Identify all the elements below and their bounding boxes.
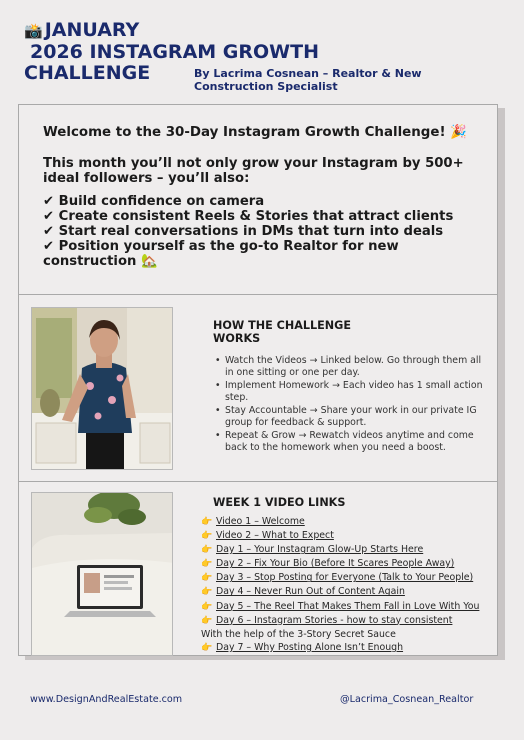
camera-icon: 📸 — [24, 22, 43, 40]
welcome-title: Welcome to the 30-Day Instagram Growth Challenge! 🎉 — [43, 125, 467, 140]
week1-title: WEEK 1 VIDEO LINKS — [213, 496, 346, 509]
link-row — [201, 614, 491, 628]
how-item: • Stay Accountable → Share your work in our private IG group for feedback & support. — [213, 405, 485, 429]
link-row — [201, 543, 491, 557]
laptop-photo-image — [32, 493, 173, 656]
benefit-item: ✔ Position yourself as the go-to Realtor for new construction 🏡 — [43, 239, 399, 269]
video-link[interactable]: Video 1 – Welcome — [216, 516, 305, 527]
pointing-hand-icon: 👉 — [201, 559, 213, 570]
link-row — [201, 641, 491, 655]
content-card — [18, 104, 498, 656]
video-link[interactable]: Day 6 – Instagram Stories - how to stay consistent — [216, 614, 453, 626]
divider — [19, 481, 497, 482]
pointing-hand-icon: 👉 — [201, 517, 213, 527]
pointing-hand-icon: 👉 — [201, 531, 213, 542]
how-item: • Implement Homework → Each video has 1 small action step. — [213, 380, 485, 404]
realtor-photo-image — [32, 308, 173, 470]
link-row — [201, 571, 491, 585]
benefit-item: ✔ Create consistent Reels & Stories that attract clients — [43, 209, 454, 224]
how-it-works-list — [213, 355, 485, 455]
link-continuation: With the help of the 3-Story Secret Sauce — [201, 628, 396, 640]
week1-links — [201, 515, 491, 655]
how-item: • Watch the Videos → Linked below. Go through them all in one sitting or one per day. — [213, 355, 485, 379]
author-byline: By Lacrima Cosnean – Realtor & New Construction Specialist — [194, 67, 422, 93]
divider — [19, 294, 497, 295]
website-link[interactable]: www.DesignAndRealEstate.com — [30, 694, 183, 705]
link-row — [201, 600, 491, 614]
benefit-list — [43, 194, 473, 269]
video-link[interactable]: Day 4 – Never Run Out of Content Again — [216, 586, 405, 598]
link-row — [201, 529, 491, 543]
video-link[interactable]: Day 2 – Fix Your Bio (Before It Scares People Away) — [216, 558, 455, 570]
pointing-hand-icon: 👉 — [201, 601, 213, 612]
pointing-hand-icon: 👉 — [201, 642, 213, 653]
how-item: • Repeat & Grow → Rewatch videos anytime and come back to the homework when you need a boost. — [213, 430, 485, 454]
link-row — [201, 585, 491, 599]
video-link[interactable]: Day 3 – Stop Posting for Everyone (Talk to Your People) — [216, 572, 474, 584]
pointing-hand-icon: 👉 — [201, 545, 213, 556]
realtor-photo — [31, 307, 173, 470]
benefit-item: ✔ Build confidence on camera — [43, 194, 265, 209]
page-title: 📸 JANUARY 2026 INSTAGRAM GROWTH CHALLENGE — [24, 19, 319, 84]
video-link[interactable]: Video 2 – What to Expect — [216, 530, 334, 542]
pointing-hand-icon: 👉 — [201, 573, 213, 584]
laptop-photo — [31, 492, 173, 656]
link-row — [201, 515, 491, 529]
pointing-hand-icon: 👉 — [201, 615, 213, 626]
instagram-handle[interactable]: @Lacrima_Cosnean_Realtor — [340, 694, 474, 705]
benefit-item: ✔ Start real conversations in DMs that turn into deals — [43, 224, 444, 239]
how-it-works-title: HOW THE CHALLENGE WORKS — [213, 319, 351, 345]
pointing-hand-icon: 👉 — [201, 587, 213, 598]
video-link[interactable]: Day 7 – Why Posting Alone Isn’t Enough — [216, 641, 404, 653]
video-link[interactable]: Day 1 – Your Instagram Glow-Up Starts Here — [216, 544, 424, 556]
welcome-intro: This month you’ll not only grow your Instagram by 500+ ideal followers – you’ll also: — [43, 156, 464, 186]
link-row — [201, 557, 491, 571]
video-link[interactable]: Day 5 – The Reel That Makes Them Fall in Love With You — [216, 600, 480, 612]
welcome-section — [43, 125, 473, 269]
